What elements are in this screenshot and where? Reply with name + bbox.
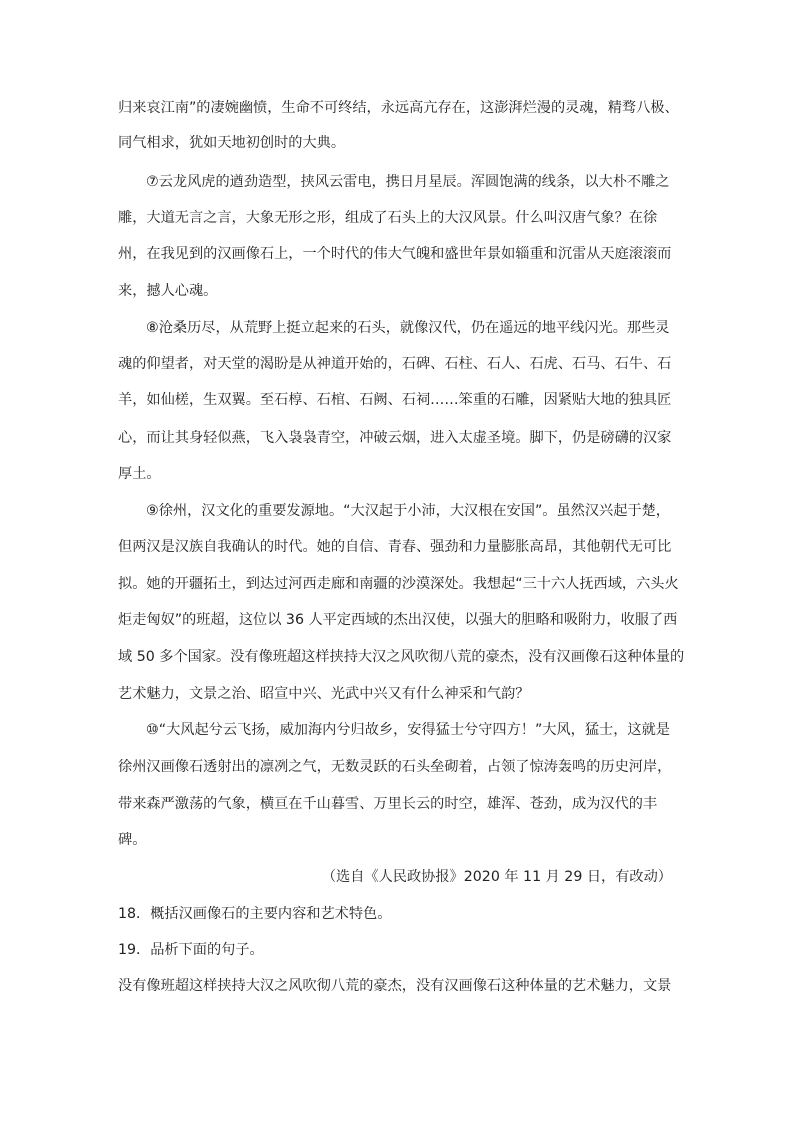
paragraph-8-line-1: ⑧沧桑历尽，从荒野上挺立起来的石头，就像汉代，仍在遥远的地平线闪光。那些灵	[146, 320, 670, 336]
question-18: 18．概括汉画像石的主要内容和艺术特色。	[118, 906, 392, 922]
paragraph-7-line-1: ⑦云龙风虎的遒劲造型，挟风云雷电，携日月星辰。浑圆饱满的线条，以大朴不雕之	[146, 174, 670, 190]
question-19-sentence: 没有像班超这样挟持大汉之风吹彻八荒的豪杰，没有汉画像石这种体量的艺术魅力，文景	[118, 978, 672, 994]
paragraph-10-line-2: 徐州汉画像石透射出的凛冽之气，无数灵跃的石头垒砌着，占领了惊涛轰鸣的历史河岸，	[118, 759, 672, 775]
paragraph-10-line-1: ⑩“大风起兮云飞扬，威加海内兮归故乡，安得猛士兮守四方！”大风，猛士，这就是	[146, 722, 670, 738]
paragraph-8-line-2: 魂的仰望者，对天堂的渴盼是从神道开始的，石碑、石柱、石人、石虎、石马、石牛、石	[118, 356, 672, 372]
paragraph-7-line-4: 来，撼人心魂。	[118, 283, 218, 299]
paragraph-9-line-4: 炬走匈奴”的班超，这位以 36 人平定西域的杰出汉使，以强大的胆略和吸附力，收服了西	[118, 612, 678, 628]
source-citation: （选自《人民政协报》2020 年 11 月 29 日，有改动）	[321, 869, 672, 885]
paragraph-10-line-4: 碑。	[118, 832, 147, 848]
paragraph-6-line-1: 归来哀江南”的凄婉幽愤，生命不可终结，永远高亢存在，这澎湃烂漫的灵魂，精骛八极、	[118, 100, 679, 116]
paragraph-10-line-3: 带来森严激荡的气象，横亘在千山暮雪、万里长云的时空，雄浑、苍劲，成为汉代的丰	[118, 796, 658, 812]
paragraph-9-line-1: ⑨徐州，汉文化的重要发源地。“大汉起于小沛，大汉根在安国”。虽然汉兴起于楚，	[146, 503, 670, 519]
paragraph-9-line-5: 域 50 多个国家。没有像班超这样挟持大汉之风吹彻八荒的豪杰，没有汉画像石这种体量的	[118, 649, 685, 665]
question-19: 19．品析下面的句子。	[118, 942, 264, 958]
paragraph-8-line-4: 心，而让其身轻似燕，飞入袅袅青空，冲破云烟，进入太虚圣境。脚下，仍是磅礴的汉家	[118, 430, 672, 446]
paragraph-9-line-2: 但两汉是汉族自我确认的时代。她的自信、青春、强劲和力量膨胀高昂，其他朝代无可比	[118, 539, 672, 555]
paragraph-6-line-2: 同气相求，犹如天地初创时的大典。	[118, 135, 346, 151]
paragraph-7-line-2: 雕，大道无言之言，大象无形之形，组成了石头上的大汉风景。什么叫汉唐气象？在徐	[118, 210, 658, 226]
paragraph-9-line-6: 艺术魅力，文景之治、昭宣中兴、光武中兴又有什么神采和气韵？	[118, 686, 530, 702]
paragraph-9-line-3: 拟。她的开疆拓土，到达过河西走廊和南疆的沙漠深处。我想起“三十六人抚西域，六头火	[118, 576, 679, 592]
paragraph-8-line-5: 厚土。	[118, 466, 161, 482]
paragraph-8-line-3: 羊，如仙槎，生双翼。至石椁、石棺、石阙、石祠……笨重的石雕，因紧贴大地的独具匠	[118, 392, 672, 408]
paragraph-7-line-3: 州，在我见到的汉画像石上，一个时代的伟大气魄和盛世年景如辎重和沉雷从天庭滚滚而	[118, 246, 672, 262]
